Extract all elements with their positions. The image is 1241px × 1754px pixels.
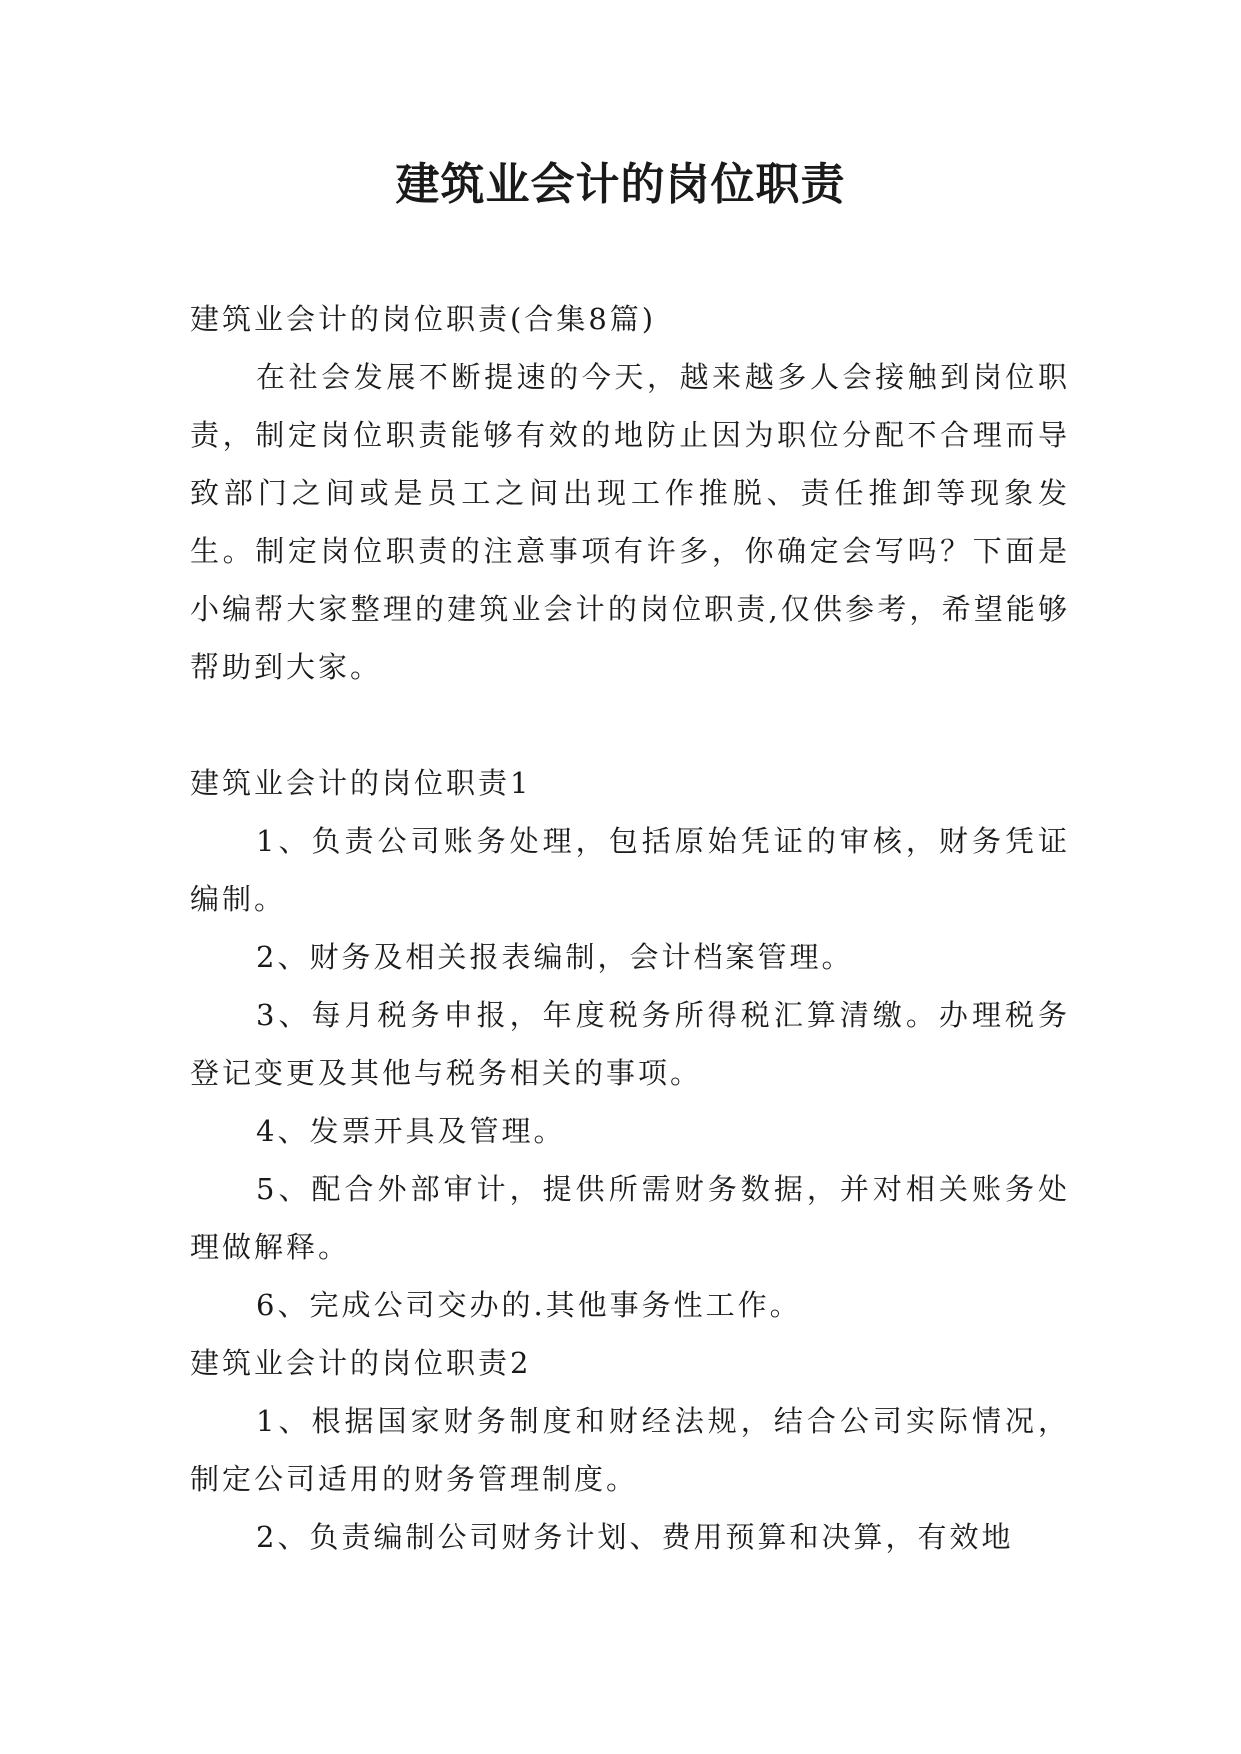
list-item: 3、每月税务申报，年度税务所得税汇算清缴。办理税务登记变更及其他与税务相关的事项。	[190, 998, 1070, 1090]
list-item: 4、发票开具及管理。	[256, 1114, 566, 1148]
list-item: 6、完成公司交办的.其他事务性工作。	[256, 1288, 802, 1322]
list-item: 1、负责公司账务处理，包括原始凭证的审核，财务凭证编制。	[190, 824, 1070, 916]
section-heading: 建筑业会计的岗位职责1	[190, 766, 532, 800]
document-title: 建筑业会计的岗位职责	[395, 159, 846, 210]
document-subtitle: 建筑业会计的岗位职责(合集8篇)	[190, 302, 657, 336]
list-item: 1、根据国家财务制度和财经法规，结合公司实际情况，制定公司适用的财务管理制度。	[190, 1404, 1070, 1496]
list-item: 2、负责编制公司财务计划、费用预算和决算，有效地	[256, 1520, 1014, 1554]
document-body	[190, 290, 1070, 1566]
list-item: 2、财务及相关报表编制，会计档案管理。	[256, 940, 854, 974]
intro-paragraph: 在社会发展不断提速的今天，越来越多人会接触到岗位职责，制定岗位职责能够有效的地防止因为职位分配不合理而导致部门之间或是员工之间出现工作推脱、责任推卸等现象发生。制定岗位职责的注意事项有许多，你确定会写吗？下面是小编帮大家整理的建筑业会计的岗位职责,仅供参考，希望能够帮助到大家。	[190, 360, 1070, 684]
list-item: 5、配合外部审计，提供所需财务数据，并对相关账务处理做解释。	[190, 1172, 1070, 1264]
section-heading: 建筑业会计的岗位职责2	[190, 1346, 532, 1380]
paragraph-gap	[190, 696, 1070, 754]
